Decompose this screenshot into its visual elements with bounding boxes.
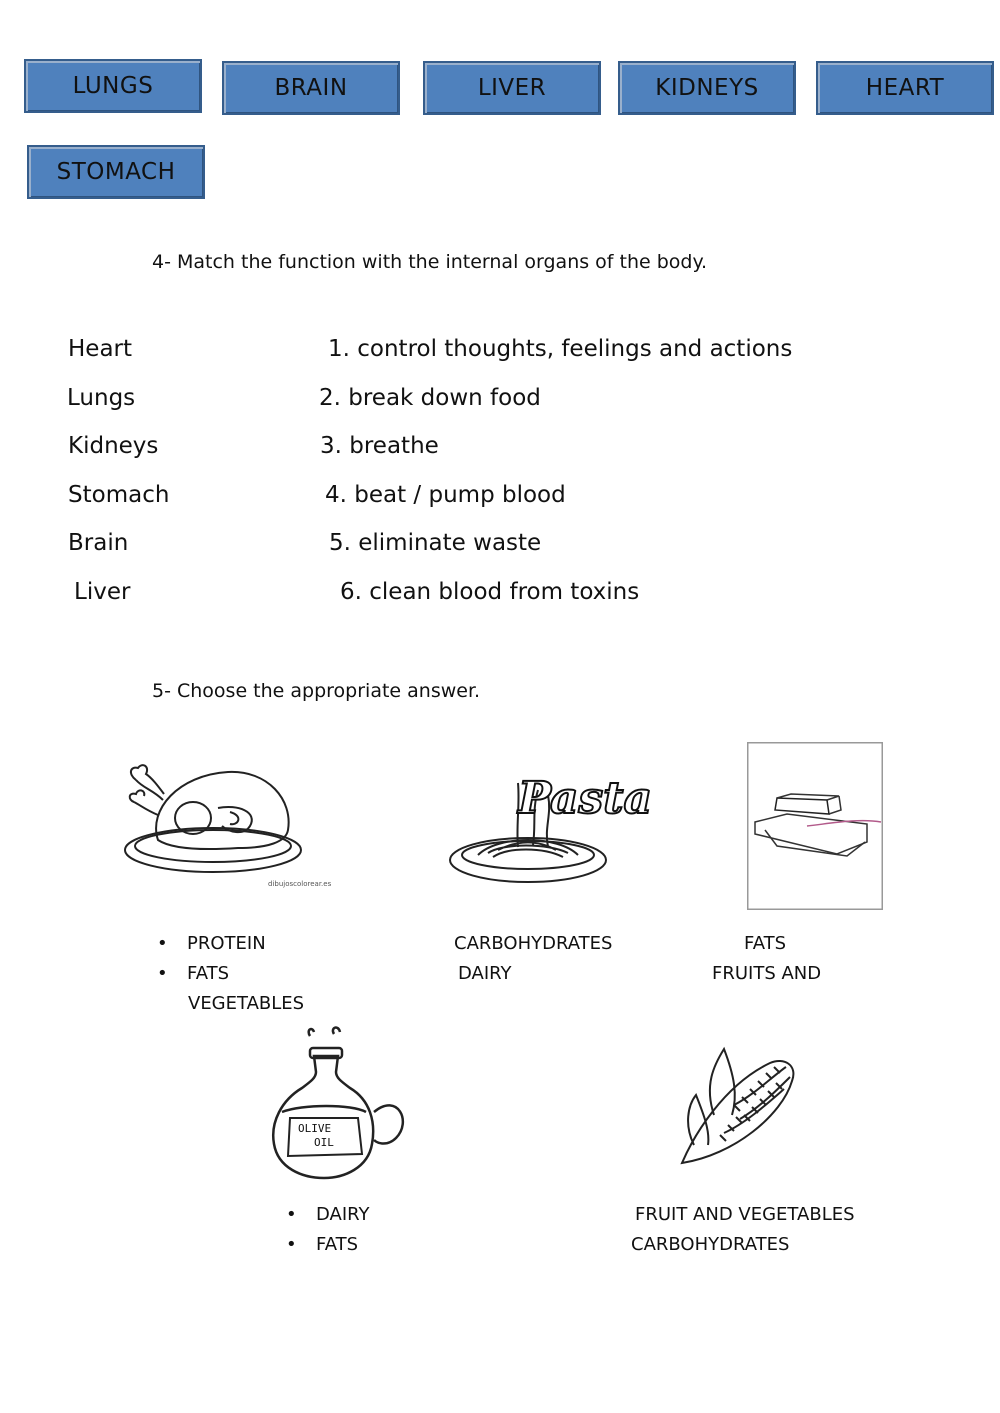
chicken-option-fats[interactable]: FATS (187, 963, 230, 984)
organ-label-brain[interactable]: Brain (68, 530, 129, 556)
oil-label-oil: OIL (314, 1136, 334, 1149)
organ-label-liver[interactable]: Liver (74, 579, 131, 605)
oil-option-dairy[interactable]: DAIRY (316, 1204, 370, 1225)
butter-option-fruits[interactable]: FRUITS AND (712, 963, 822, 984)
organ-label-heart[interactable]: Heart (68, 336, 133, 362)
corn-option-fruit-vegetables[interactable]: FRUIT AND VEGETABLES (635, 1204, 855, 1225)
pasta-option-dairy[interactable]: DAIRY (458, 963, 512, 984)
bullet: • (286, 1234, 297, 1255)
function-item-5[interactable]: 5. eliminate waste (329, 530, 542, 556)
corn-image (674, 1045, 804, 1175)
organ-label-stomach[interactable]: Stomach (68, 482, 170, 508)
roast-chicken-image (118, 760, 332, 890)
function-item-1[interactable]: 1. control thoughts, feelings and actions (328, 336, 793, 362)
function-item-4[interactable]: 4. beat / pump blood (325, 482, 566, 508)
organ-button-stomach[interactable]: STOMACH (27, 145, 205, 199)
olive-oil-image (262, 1022, 414, 1187)
corn-option-carbohydrates[interactable]: CARBOHYDRATES (631, 1234, 790, 1255)
butter-option-fats[interactable]: FATS (744, 933, 787, 954)
bullet: • (157, 933, 168, 954)
oil-label-olive: OLIVE (298, 1122, 332, 1135)
organ-button-brain[interactable]: BRAIN (222, 61, 400, 115)
organ-label-lungs[interactable]: Lungs (67, 385, 136, 411)
organ-button-heart[interactable]: HEART (816, 61, 994, 115)
organ-button-liver[interactable]: LIVER (423, 61, 601, 115)
q5-heading: 5- Choose the appropriate answer. (152, 680, 481, 702)
q4-heading: 4- Match the function with the internal organs of the body. (152, 251, 708, 273)
butter-image (747, 742, 883, 910)
organ-button-lungs[interactable]: LUNGS (24, 59, 202, 113)
function-item-6[interactable]: 6. clean blood from toxins (340, 579, 640, 605)
chicken-credit-text: dibujoscolorear.es (268, 880, 332, 888)
function-item-2[interactable]: 2. break down food (319, 385, 541, 411)
pasta-option-carbohydrates[interactable]: CARBOHYDRATES (454, 933, 613, 954)
pasta-image (448, 755, 653, 890)
chicken-option-vegetables[interactable]: VEGETABLES (188, 993, 305, 1014)
organ-button-kidneys[interactable]: KIDNEYS (618, 61, 796, 115)
q4-organ-list (68, 336, 328, 616)
chicken-option-protein[interactable]: PROTEIN (187, 933, 266, 954)
pasta-word: Pasta (518, 773, 653, 824)
bullet: • (157, 963, 168, 984)
bullet: • (286, 1204, 297, 1225)
organ-label-kidneys[interactable]: Kidneys (68, 433, 159, 459)
function-item-3[interactable]: 3. breathe (320, 433, 439, 459)
oil-option-fats[interactable]: FATS (316, 1234, 359, 1255)
